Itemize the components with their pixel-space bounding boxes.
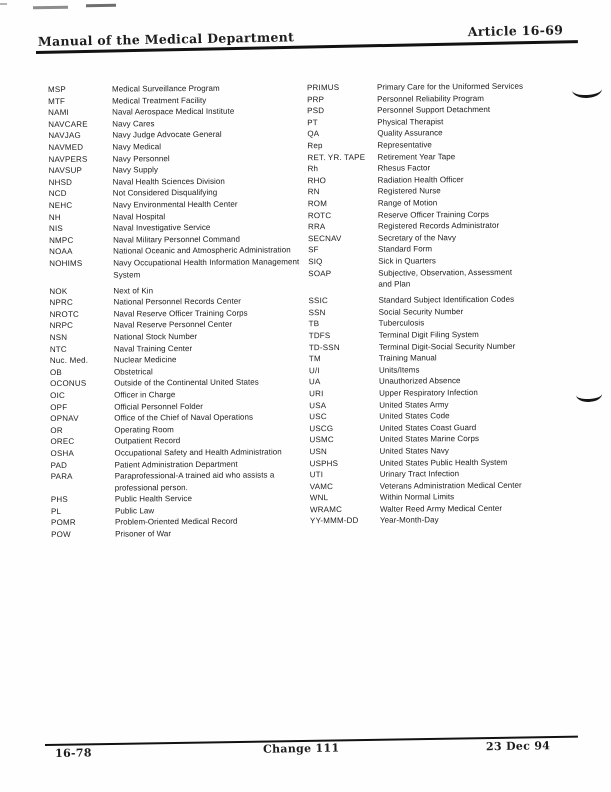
abbr-code: ROM xyxy=(307,199,328,209)
abbr-code: NOAA xyxy=(49,247,73,257)
abbr-code: UA xyxy=(309,377,321,387)
abbr-definition: Personnel Reliability Program xyxy=(377,93,484,104)
abbr-definition: and Plan xyxy=(378,279,411,289)
abbr-definition: Medical Treatment Facility xyxy=(112,95,207,106)
abbr-code: NAVPERS xyxy=(48,154,88,164)
abbr-definition: Operating Room xyxy=(114,424,174,435)
abbr-code: PL xyxy=(50,506,62,516)
abbr-code: USCG xyxy=(309,423,334,433)
abbr-definition: Personnel Support Detachment xyxy=(377,105,491,115)
abbr-definition: National Stock Number xyxy=(113,331,198,342)
abbr-definition: Walter Reed Army Medical Center xyxy=(379,503,503,514)
abbr-definition: Naval Training Center xyxy=(113,343,193,354)
abbr-code: Rep xyxy=(307,141,323,151)
abbr-code: OPF xyxy=(50,402,68,412)
abbr-code: SSIC xyxy=(308,296,328,306)
abbr-code: SECNAV xyxy=(308,233,342,243)
abbr-code: ROTC xyxy=(307,210,332,220)
abbr-definition: Prisoner of War xyxy=(115,529,172,539)
abbr-code: NAVCARE xyxy=(48,119,88,129)
abbr-definition: Patient Administration Department xyxy=(114,459,238,470)
abbr-code: SF xyxy=(308,245,319,255)
abbr-definition: National Oceanic and Atmospheric Administration xyxy=(113,245,291,256)
abbr-definition: Units/Items xyxy=(378,365,420,375)
abbr-code: WRAMC xyxy=(309,504,343,515)
abbr-code: NH xyxy=(48,212,61,222)
abbr-definition: Nuclear Medicine xyxy=(113,355,177,365)
abbr-code: NMPC xyxy=(49,235,74,245)
abbr-definition: Navy Environmental Health Center xyxy=(112,199,238,210)
abbr-code: OCONUS xyxy=(50,379,87,389)
article-number: Article 16-69 xyxy=(467,22,564,40)
abbr-code: RRA xyxy=(307,222,326,232)
abbr-code: RET. YR. TAPE xyxy=(307,152,366,162)
abbr-code: TD-SSN xyxy=(308,342,340,352)
abbr-definition: Medical Surveillance Program xyxy=(111,83,220,94)
abbr-definition: Physical Therapist xyxy=(377,117,444,127)
abbr-code: PSD xyxy=(307,106,325,116)
abbr-code: U/I xyxy=(308,365,320,375)
abbr-definition: United States Navy xyxy=(379,446,449,456)
abbr-definition: Public Law xyxy=(114,506,155,516)
abbr-definition: Next of Kin xyxy=(113,285,154,296)
abbr-code: TDFS xyxy=(308,331,331,341)
abbr-definition: Retirement Year Tape xyxy=(377,151,456,162)
abbr-code: WNL xyxy=(309,493,329,503)
abbr-code: OR xyxy=(50,425,63,435)
abbr-definition: United States Marine Corps xyxy=(379,434,480,445)
abbr-code: OB xyxy=(49,367,62,377)
abbr-definition: Terminal Digit-Social Security Number xyxy=(378,341,516,352)
abbr-definition: Outside of the Continental United States xyxy=(114,377,259,388)
abbr-code: SIQ xyxy=(308,257,323,267)
abbr-code: UTI xyxy=(309,470,324,480)
abbr-code: Nuc. Med. xyxy=(49,355,89,366)
abbr-code: NROTC xyxy=(49,309,80,319)
abbr-code: NEHC xyxy=(48,200,73,210)
abbr-code: OSHA xyxy=(50,448,75,458)
abbr-definition: Naval Reserve Officer Training Corps xyxy=(113,308,248,319)
abbr-definition: United States Army xyxy=(379,399,449,410)
abbr-code: NAVMED xyxy=(48,142,84,152)
page-number: 16-78 xyxy=(54,746,92,760)
abbr-code: NSN xyxy=(49,332,68,342)
abbr-code: TB xyxy=(308,319,320,329)
abbr-definition: Occupational Safety and Health Administration xyxy=(114,447,282,458)
abbr-code: RN xyxy=(307,187,320,197)
abbr-definition: Navy Personnel xyxy=(112,153,170,164)
abbr-code: POW xyxy=(51,529,71,540)
abbr-code: NTC xyxy=(49,344,67,354)
abbr-code: MTF xyxy=(48,96,66,106)
abbr-definition: Secretary of the Navy xyxy=(378,232,457,243)
abbr-definition: Range of Motion xyxy=(377,198,438,208)
abbr-definition: Outpatient Record xyxy=(114,436,181,446)
abbr-code: RHO xyxy=(307,175,327,185)
abbr-code: VAMC xyxy=(309,481,334,491)
abbr-definition: United States Code xyxy=(379,411,450,421)
abbr-definition: Social Security Number xyxy=(378,306,464,317)
abbr-code: OIC xyxy=(50,390,65,400)
abbr-code: NOK xyxy=(49,286,68,296)
abbr-code: QA xyxy=(307,129,320,139)
abbr-definition: professional person. xyxy=(114,482,188,493)
abbr-definition: Training Manual xyxy=(378,353,437,363)
abbr-code: PHS xyxy=(50,495,68,505)
abbr-definition: Representative xyxy=(377,140,432,150)
abbr-code: OREC xyxy=(50,437,75,447)
abbr-code: YY-MMM-DD xyxy=(309,516,359,526)
abbr-definition: Upper Respiratory Infection xyxy=(379,387,478,398)
abbr-definition: Subjective, Observation, Assessment xyxy=(378,267,513,278)
abbr-code: OPNAV xyxy=(50,413,79,424)
abbr-code: USN xyxy=(309,446,328,457)
abbr-definition: Primary Care for the Uniformed Services xyxy=(376,81,524,92)
abbr-definition: Standard Subject Identification Codes xyxy=(378,294,515,305)
change-label: Change 111 xyxy=(262,741,340,756)
abbr-definition: Unauthorized Absence xyxy=(379,376,461,387)
abbr-definition: Paraprofessional-A trained aid who assists a xyxy=(114,470,275,481)
abbr-code: NIS xyxy=(48,224,63,234)
abbr-code: NHSD xyxy=(48,177,73,187)
abbr-definition: Rhesus Factor xyxy=(377,163,431,173)
abbr-definition: Navy Medical xyxy=(112,142,162,152)
abbr-definition: National Personnel Records Center xyxy=(113,296,242,307)
abbr-code: NAVJAG xyxy=(48,131,81,141)
abbr-code: NAMI xyxy=(48,108,70,118)
abbr-definition: Radiation Health Officer xyxy=(377,174,464,185)
abbr-code: MSP xyxy=(47,84,66,95)
abbr-code: USMC xyxy=(309,435,334,445)
abbr-definition: Naval Reserve Personnel Center xyxy=(113,320,233,330)
date-label: 23 Dec 94 xyxy=(485,739,551,754)
abbr-code: NAVSUP xyxy=(48,165,83,176)
abbr-code: NCD xyxy=(48,189,67,199)
abbr-definition: Urinary Tract Infection xyxy=(379,469,460,479)
manual-title: Manual of the Medical Department xyxy=(37,29,295,49)
abbr-definition: Tuberculosis xyxy=(378,318,425,329)
abbr-code: PRIMUS xyxy=(306,82,340,93)
abbr-code: PARA xyxy=(50,471,73,482)
abbr-definition: Problem-Oriented Medical Record xyxy=(114,517,238,528)
abbr-code: POMR xyxy=(50,518,76,528)
abbr-code: NPRC xyxy=(49,298,73,308)
abbr-definition: Terminal Digit Filing System xyxy=(378,329,479,340)
abbr-definition: Navy Occupational Health Information Management xyxy=(113,257,300,268)
abbr-code: TM xyxy=(308,354,321,364)
abbr-definition: Naval Hospital xyxy=(112,211,166,222)
abbr-definition: Standard Form xyxy=(378,244,433,255)
abbr-definition: Quality Assurance xyxy=(377,128,443,139)
abbr-definition: Naval Aerospace Medical Institute xyxy=(112,106,235,117)
abbr-code: PRP xyxy=(307,94,325,104)
abbr-definition: Official Personnel Folder xyxy=(114,401,203,412)
abbr-code: NRPC xyxy=(49,321,74,331)
abbr-code: URI xyxy=(309,389,324,399)
abbr-definition: Naval Military Personnel Command xyxy=(113,234,241,245)
abbr-definition: Obstetrical xyxy=(113,367,153,377)
abbr-code: NOHIMS xyxy=(49,258,83,268)
abbr-definition: Veterans Administration Medical Center xyxy=(379,480,522,491)
abbr-definition: Navy Cares xyxy=(112,119,155,129)
abbr-definition: Year-Month-Day xyxy=(379,515,439,526)
abbr-definition: System xyxy=(113,269,141,280)
abbr-definition: Office of the Chief of Naval Operations xyxy=(114,412,254,423)
abbr-definition: Registered Records Administrator xyxy=(377,220,500,231)
abbr-definition: Naval Health Sciences Division xyxy=(112,176,225,187)
abbr-code: SOAP xyxy=(308,268,332,278)
abbr-definition: Public Health Service xyxy=(114,494,192,504)
abbr-code: PAD xyxy=(50,460,68,470)
abbr-definition: Officer in Charge xyxy=(114,390,176,400)
abbr-code: SSN xyxy=(308,307,326,317)
abbr-definition: Not Considered Disqualifying xyxy=(112,188,218,198)
abbr-definition: Within Normal Limits xyxy=(379,492,455,502)
abbr-code: USPHS xyxy=(309,458,339,468)
abbr-definition: Naval Investigative Service xyxy=(112,223,211,233)
abbr-definition: United States Coast Guard xyxy=(379,422,477,433)
abbr-code: USA xyxy=(309,400,327,410)
abbr-code: PT xyxy=(307,117,318,127)
abbr-definition: Navy Supply xyxy=(112,165,159,175)
abbr-definition: Reserve Officer Training Corps xyxy=(377,209,490,220)
abbr-code: USC xyxy=(309,412,327,422)
abbr-definition: Sick in Quarters xyxy=(378,256,436,266)
abbr-definition: Navy Judge Advocate General xyxy=(112,130,222,140)
abbr-definition: Registered Nurse xyxy=(377,186,441,197)
abbr-code: Rh xyxy=(307,164,319,174)
abbr-definition: United States Public Health System xyxy=(379,457,508,468)
